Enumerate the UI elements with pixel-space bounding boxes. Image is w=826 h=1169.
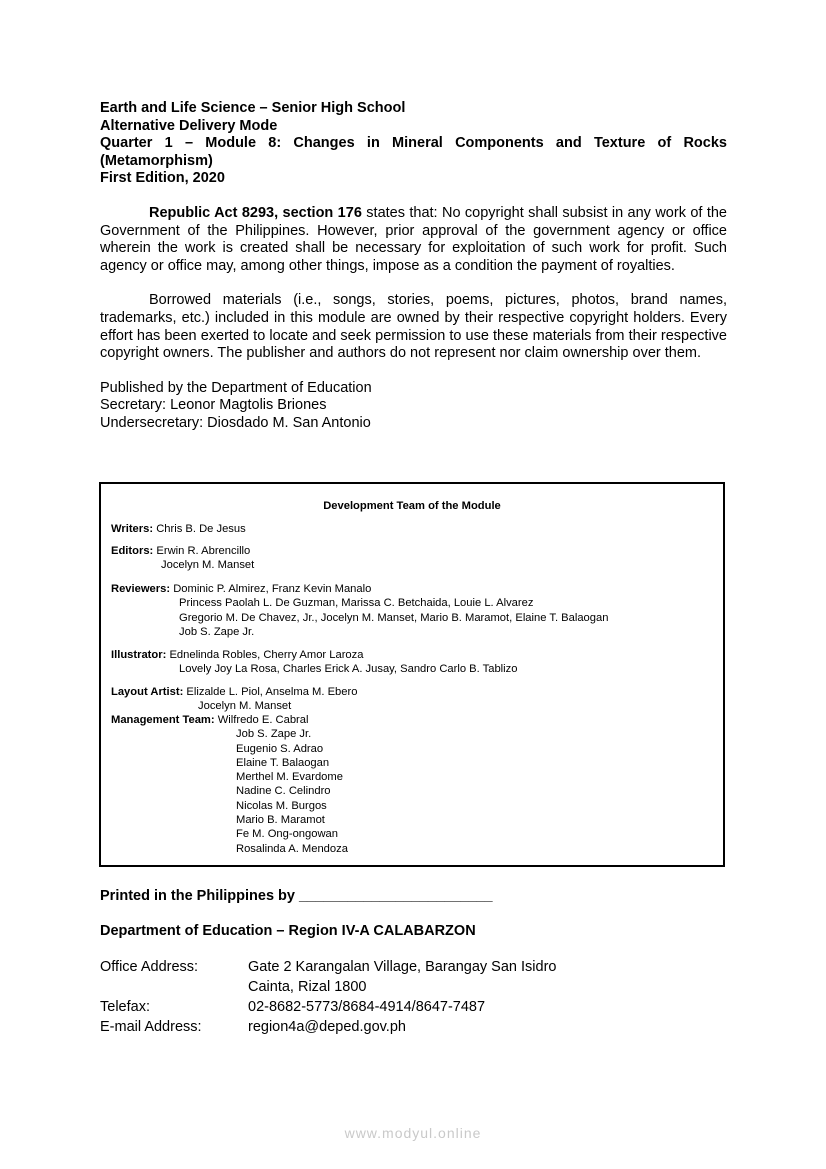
header-line-module: Quarter 1 – Module 8: Changes in Mineral Components and Texture of Rocks: [100, 135, 727, 152]
header-line-topic: (Metamorphism): [100, 152, 213, 169]
undersecretary: Undersecretary: Diosdado M. San Antonio: [100, 414, 371, 431]
watermark: www.modyul.online: [344, 1125, 482, 1141]
reviewers-label: Reviewers:: [111, 583, 171, 595]
telefax-label: Telefax:: [100, 999, 150, 1015]
telefax-row: [100, 997, 727, 1017]
management-member: Wilfredo E. Cabral: [217, 714, 309, 726]
office-address-value-2: Cainta, Rizal 1800: [248, 979, 367, 995]
management-member: Fe M. Ong-ongowan: [236, 828, 338, 841]
editor-name: Jocelyn M. Manset: [161, 559, 255, 572]
management-member: Nicolas M. Burgos: [236, 799, 327, 812]
borrowed-text: Borrowed materials (i.e., songs, stories, poems, pictures, photos, brand names, trademarks, etc.) included in this module are owned by their respective copyright holders. Every effort has been exerted to locate and seek permission to use these materials from their respective copyright owners. The publisher and authors do not represent nor claim ownership over them.: [100, 292, 727, 362]
secretary: Secretary: Leonor Magtolis Briones: [100, 397, 327, 414]
header-line-edition: First Edition, 2020: [100, 170, 225, 187]
illustrator-names: Lovely Joy La Rosa, Charles Erick A. Jusay, Sandro Carlo B. Tablizo: [179, 663, 518, 676]
writers-group: [111, 522, 246, 536]
office-address-row: [100, 957, 727, 977]
reviewer-names: Gregorio M. De Chavez, Jr., Jocelyn M. Manset, Mario B. Maramot, Elaine T. Balaogan: [179, 611, 609, 624]
copyright-paragraph: [100, 205, 727, 275]
email-value: region4a@deped.gov.ph: [248, 1019, 406, 1035]
layout-artist-group: [111, 685, 357, 714]
publisher-block: [100, 380, 727, 433]
writer-name: Chris B. De Jesus: [156, 523, 246, 535]
email-row: [100, 1017, 727, 1037]
header-line-mode: Alternative Delivery Mode: [100, 117, 278, 134]
module-header: [100, 100, 727, 188]
layout-artist-names: Elizalde L. Piol, Anselma M. Ebero: [186, 686, 358, 698]
illustrator-names: Ednelinda Robles, Cherry Amor Laroza: [169, 649, 364, 661]
layout-artist-label: Layout Artist:: [111, 686, 184, 698]
management-member: Merthel M. Evardome: [236, 771, 343, 784]
management-team-group: [111, 713, 348, 856]
editor-name: Erwin R. Abrencillo: [156, 545, 251, 557]
management-team-label: Management Team:: [111, 714, 215, 726]
telefax-value: 02-8682-5773/8684-4914/8647-7487: [248, 999, 486, 1015]
republic-act-label: Republic Act 8293, section 176: [149, 204, 362, 221]
management-member: Nadine C. Celindro: [236, 785, 331, 798]
development-team-title: Development Team of the Module: [323, 500, 501, 512]
document-page: [100, 100, 727, 433]
illustrator-label: Illustrator:: [111, 649, 167, 661]
header-line-subject: Earth and Life Science – Senior High School: [100, 100, 406, 116]
management-member: Elaine T. Balaogan: [236, 756, 330, 769]
management-member: Mario B. Maramot: [236, 814, 325, 827]
reviewers-group: [111, 582, 608, 639]
management-member: Job S. Zape Jr.: [236, 728, 312, 741]
reviewer-names: Job S. Zape Jr.: [179, 625, 255, 638]
address-block: [100, 957, 727, 1037]
management-member: Rosalinda A. Mendoza: [236, 842, 348, 855]
editors-group: [111, 544, 254, 573]
copyright-text: states that: No copyright shall subsist in any work of the Government of the Philippines. However, prior approval of the government agency or office wherein the work is created shall be necessary for exploitation of such work for profit. Such agency or office may, among other things, impose as a condition the payment of royalties.: [100, 204, 727, 274]
development-team-box: [99, 482, 725, 867]
writers-label: Writers:: [111, 523, 154, 535]
layout-artist-names: Jocelyn M. Manset: [198, 700, 292, 713]
printed-in-line: Printed in the Philippines by ________________________: [100, 888, 493, 904]
reviewer-names: Princess Paolah L. De Guzman, Marissa C. Betchaida, Louie L. Alvarez: [179, 597, 534, 610]
illustrator-group: [111, 648, 517, 677]
editors-label: Editors:: [111, 545, 154, 557]
office-address-value: Gate 2 Karangalan Village, Barangay San Isidro: [248, 959, 557, 975]
published-by: Published by the Department of Education: [100, 379, 372, 396]
region-heading: Department of Education – Region IV-A CALABARZON: [100, 923, 476, 939]
reviewer-names: Dominic P. Almirez, Franz Kevin Manalo: [173, 583, 372, 595]
office-address-row-2: [100, 977, 727, 997]
management-member: Eugenio S. Adrao: [236, 742, 324, 755]
borrowed-materials-paragraph: [100, 292, 727, 362]
office-address-label: Office Address:: [100, 959, 199, 975]
email-label: E-mail Address:: [100, 1019, 202, 1035]
